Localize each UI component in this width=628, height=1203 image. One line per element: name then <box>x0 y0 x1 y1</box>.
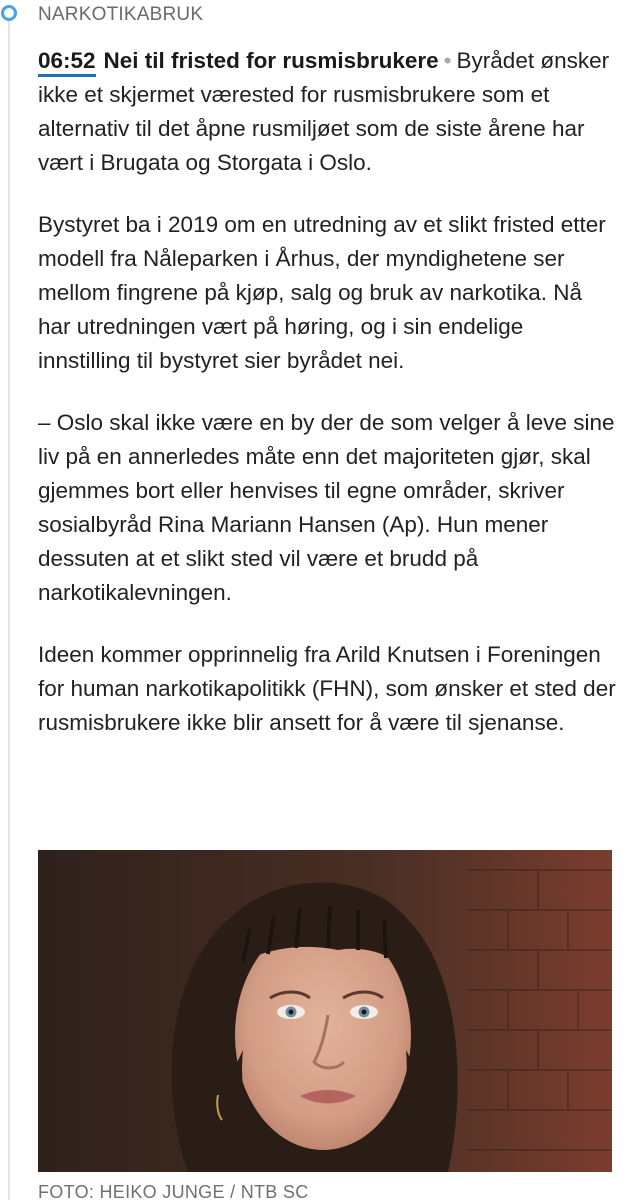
body-paragraph-3: Ideen kommer opprinnelig fra Arild Knutsen i Foreningen for human narkotikapolitikk (FHN), som ønsker et sted der rusmisbrukere ikke blir ansett for å være til sjenanse. <box>38 642 616 735</box>
news-entry <box>38 44 618 740</box>
photo-caption: FOTO: HEIKO JUNGE / NTB SC <box>38 1182 309 1202</box>
timeline-line <box>8 18 10 1200</box>
lead-paragraph <box>38 44 618 180</box>
article-photo[interactable] <box>38 850 612 1172</box>
body-paragraph-2: – Oslo skal ikke være en by der de som velger å leve sine liv på en annerledes måte enn det majoriteten gjør, skal gjemmes bort eller henvises til egne områder, skriver sosialbyråd Rina Mariann Hansen (Ap). Hun mener dessuten at et slikt sted vil være et brudd på narkotikalevningen. <box>38 410 615 605</box>
timeline-dot-icon <box>1 5 17 21</box>
body-paragraph-1: Bystyret ba i 2019 om en utredning av et slikt fristed etter modell fra Nåleparken i Århus, der myndighetene ser mellom fingrene på kjøp, salg og bruk av narkotika. Nå har utredningen vært på høring, og i sin endelige innstilling til bystyret sier byrådet nei. <box>38 212 606 373</box>
lead-text: Byrådet ønsker ikke et skjermet værested for rusmisbrukere som et alternativ til det åpne rusmiljøet som de siste årene har vært i Brugata og Storgata i Oslo. <box>38 48 610 175</box>
category-label[interactable]: NARKOTIKABRUK <box>38 4 204 25</box>
portrait-image <box>38 850 612 1172</box>
entry-time: 06:52 <box>38 48 96 77</box>
entry-headline[interactable]: Nei til fristed for rusmisbrukere <box>103 48 439 73</box>
bullet-separator: • <box>443 48 452 73</box>
